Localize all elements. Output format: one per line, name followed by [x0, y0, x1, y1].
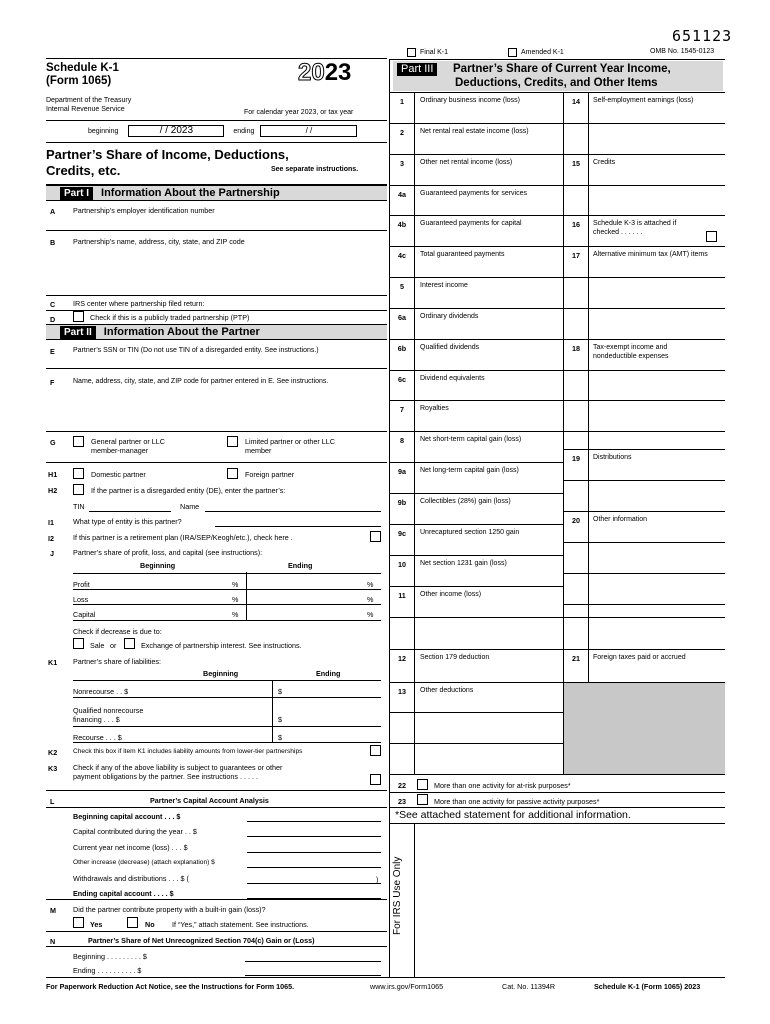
item-separator [390, 370, 564, 371]
line-j-letter: J [50, 549, 54, 558]
amended-k1-label: Amended K-1 [521, 49, 564, 56]
divider [46, 368, 387, 369]
limited-partner-text-2: member [245, 446, 272, 455]
qualified-label: Qualified nonrecourse [73, 706, 144, 715]
limited-partner-checkbox[interactable] [227, 436, 238, 447]
item-label [593, 343, 725, 361]
nonrecourse-label: Nonrecourse . . $ [73, 687, 129, 696]
de-name-label: Name [180, 502, 200, 511]
line-d-label: Check if this is a publicly traded partnership (PTP) [90, 313, 250, 322]
item-number: 4b [397, 220, 407, 229]
divider [390, 823, 725, 824]
loss-begin-pct[interactable]: % [232, 595, 239, 604]
item-separator [564, 449, 725, 450]
loss-end-pct[interactable]: % [367, 595, 374, 604]
calendar-year-text: For calendar year 2023, or tax year [244, 109, 354, 116]
capital-row-input[interactable] [247, 821, 381, 822]
item-separator [564, 649, 725, 650]
domestic-partner-label: Domestic partner [91, 470, 146, 479]
no-label: No [145, 920, 155, 929]
retirement-plan-checkbox[interactable] [370, 531, 381, 542]
item-number: 14 [572, 97, 580, 106]
capital-row-label: Capital contributed during the year . . $ [73, 827, 197, 836]
part3-title-2: Deductions, Credits, and Other Items [455, 77, 658, 89]
capital-row-input[interactable] [247, 867, 381, 868]
item-separator [390, 185, 564, 186]
item-separator [564, 154, 725, 155]
schedule-title [46, 62, 119, 88]
part2-title: Information About the Partner [103, 326, 260, 338]
qualified-label-2: financing . . . $ [73, 715, 120, 724]
yes-label: Yes [90, 920, 103, 929]
item-number: 9b [397, 498, 407, 507]
limited-partner-label [245, 437, 335, 455]
item-separator [390, 123, 564, 124]
decrease-label: Check if decrease is due to: [73, 627, 162, 636]
irs-url[interactable]: www.irs.gov/Form1065 [370, 982, 444, 991]
line-k2-label: Check this box if item K1 includes liability amounts from lower-tier partnerships [73, 748, 303, 755]
item-label: Other income (loss) [420, 591, 482, 598]
or-label: or [110, 641, 117, 650]
item-number: 17 [572, 251, 580, 260]
line-22-label: More than one activity for at-risk purposes* [434, 781, 571, 790]
divider [46, 200, 387, 201]
recourse-label: Recourse . . . $ [73, 733, 122, 742]
foreign-partner-checkbox[interactable] [227, 468, 238, 479]
item-number: 20 [572, 516, 580, 525]
divider [46, 946, 387, 947]
ending-date-input[interactable]: / / [260, 125, 357, 137]
line-l-letter: L [50, 797, 55, 806]
item-separator [390, 743, 564, 744]
nonrecourse-end-dollar[interactable]: $ [278, 687, 282, 696]
item-separator [390, 308, 564, 309]
recourse-end-dollar[interactable]: $ [278, 733, 282, 742]
divider [563, 92, 564, 774]
item-label-line: nondeductible expenses [593, 353, 669, 360]
item-number: 12 [398, 654, 406, 663]
item-number: 7 [400, 405, 404, 414]
de-tin-input[interactable] [89, 511, 171, 512]
capital-label: Capital [73, 610, 96, 619]
divider [46, 339, 387, 340]
divider [414, 823, 415, 977]
item-separator [564, 370, 725, 371]
capital-row-label: Other increase (decrease) (attach explanation) $ [73, 859, 215, 866]
divider [272, 680, 273, 742]
item-separator [390, 277, 564, 278]
exchange-checkbox[interactable] [124, 638, 135, 649]
item-separator [390, 682, 564, 683]
item-separator [564, 277, 725, 278]
line-h2-letter: H2 [48, 486, 58, 495]
divider [46, 230, 387, 231]
item-label: Other net rental income (loss) [420, 159, 513, 166]
form-title-line-1: Partner’s Share of Income, Deductions, [46, 147, 289, 162]
divider [46, 462, 387, 463]
capital-account-title: Partner’s Capital Account Analysis [150, 796, 269, 805]
divider [46, 431, 387, 432]
item-number: 5 [400, 282, 404, 291]
line-k2-letter: K2 [48, 748, 58, 757]
profit-begin-pct[interactable]: % [232, 580, 239, 589]
form-reference: (Form 1065) [46, 75, 112, 87]
capital-row-label: Withdrawals and distributions . . . $ ( [73, 874, 189, 883]
divider [588, 92, 589, 682]
item-label: Royalties [420, 405, 449, 412]
item-separator [564, 511, 725, 512]
capital-row-input[interactable] [247, 836, 381, 837]
builtin-yes-checkbox[interactable] [73, 917, 84, 928]
irs-use-only: For IRS Use Only [392, 856, 403, 935]
k3-text-1: Check if any of the above liability is subject to guarantees or other [73, 763, 283, 772]
item-separator [390, 431, 564, 432]
item-separator [390, 154, 564, 155]
form-title [46, 147, 336, 179]
line-h2-label: If the partner is a disregarded entity (DE), enter the partner’s: [91, 486, 286, 495]
profit-label: Profit [73, 580, 90, 589]
profit-end-pct[interactable]: % [367, 580, 374, 589]
k1-beginning-header: Beginning [203, 669, 239, 678]
sale-checkbox[interactable] [73, 638, 84, 649]
part3-title-1: Partner’s Share of Current Year Income, [453, 63, 671, 75]
amended-k1-checkbox[interactable] [508, 48, 517, 57]
ending-label: ending [233, 127, 255, 135]
line-j-label: Partner’s share of profit, loss, and capital (see instructions): [73, 548, 263, 557]
divider [390, 59, 725, 60]
part1-header [46, 186, 387, 200]
item-separator [564, 123, 725, 124]
year-prefix: 20 [298, 59, 325, 86]
line-k3-label [73, 763, 282, 781]
paperwork-notice: For Paperwork Reduction Act Notice, see the Instructions for Form 1065. [46, 982, 295, 991]
see-instructions: See separate instructions. [271, 166, 359, 173]
disregarded-entity-checkbox[interactable] [73, 484, 84, 495]
item-separator [390, 215, 564, 216]
dept-line-2: Internal Revenue Service [46, 106, 125, 113]
item-label: Ordinary dividends [420, 313, 479, 320]
item-number: 3 [400, 159, 404, 168]
general-partner-label [91, 437, 165, 455]
item-separator [390, 462, 564, 463]
item-number: 6b [397, 344, 407, 353]
divider [389, 59, 390, 977]
item-separator [564, 185, 725, 186]
item-number: 8 [400, 436, 404, 445]
704c-beginning-input[interactable] [245, 961, 381, 962]
item-number: 19 [572, 454, 580, 463]
item-number: 16 [572, 220, 580, 229]
foreign-partner-label: Foreign partner [245, 470, 295, 479]
see-attached-statement: *See attached statement for additional information. [395, 809, 631, 821]
item-separator [564, 339, 725, 340]
schedule-name: Schedule K-1 [46, 62, 119, 74]
divider [46, 295, 387, 296]
line-23-num: 23 [398, 797, 406, 806]
item-separator [390, 712, 564, 713]
k1-ending-header: Ending [316, 669, 341, 678]
capital-row-input[interactable] [247, 852, 381, 853]
part3-header [393, 61, 723, 91]
item-number: 4c [398, 251, 406, 260]
lower-tier-checkbox[interactable] [370, 745, 381, 756]
de-tin-label: TIN [73, 502, 85, 511]
item-label: Net short-term capital gain (loss) [420, 436, 522, 443]
beginning-label: beginning [88, 127, 119, 135]
item-label: Qualified dividends [420, 344, 480, 351]
item-label: Credits [593, 159, 616, 166]
de-name-input[interactable] [205, 511, 381, 512]
line-k1-letter: K1 [48, 658, 58, 667]
line-i1-label: What type of entity is this partner? [73, 517, 182, 526]
line-b-label: Partnership’s name, address, city, state, and ZIP code [73, 237, 245, 246]
line-f-letter: F [50, 378, 55, 387]
form-title-line-2: Credits, etc. [46, 163, 121, 178]
part2-header [46, 325, 387, 339]
exchange-label: Exchange of partnership interest. See instructions. [141, 641, 302, 650]
entity-type-input[interactable] [215, 526, 381, 527]
qualified-end-dollar[interactable]: $ [278, 715, 282, 724]
704c-ending-input[interactable] [245, 975, 381, 976]
item-label: Foreign taxes paid or accrued [593, 654, 686, 661]
item-separator [390, 586, 564, 587]
divider [73, 697, 381, 698]
item-separator [564, 617, 725, 618]
shaded-area [564, 682, 725, 774]
item-number: 9c [398, 529, 406, 538]
item-separator [564, 246, 725, 247]
tax-year-beginning [88, 125, 357, 137]
j-ending-header: Ending [288, 561, 313, 570]
k3-text-2: payment obligations by the partner. See instructions . . . . . [73, 772, 258, 781]
line-k1-label: Partner’s share of liabilities: [73, 657, 162, 666]
divider [46, 120, 387, 121]
sale-label: Sale [90, 641, 105, 650]
item-number: 2 [400, 128, 404, 137]
item-label-line: Schedule K-3 is attached if [593, 220, 677, 227]
part2-tag: Part II [60, 326, 96, 339]
divider [46, 790, 387, 791]
part3-tag: Part III [397, 63, 437, 76]
item-label: Section 179 deduction [420, 654, 490, 661]
capital-end-pct[interactable]: % [367, 610, 374, 619]
item-number: 10 [398, 560, 406, 569]
item-label: Self-employment earnings (loss) [593, 97, 694, 104]
general-partner-text: General partner or LLC [91, 437, 165, 446]
item-number: 9a [398, 467, 406, 476]
withdrawals-paren: ) [376, 875, 379, 884]
item-label: Total guaranteed payments [420, 251, 505, 258]
item-label: Collectibles (28%) gain (loss) [420, 498, 511, 505]
item-separator [564, 431, 725, 432]
divider [73, 680, 381, 681]
divider [46, 142, 387, 143]
divider [390, 792, 725, 793]
line-m-letter: M [50, 906, 56, 915]
item-separator [564, 542, 725, 543]
item-separator [564, 400, 725, 401]
form-footer-id: Schedule K-1 (Form 1065) 2023 [594, 982, 701, 991]
item-number: 4a [398, 190, 406, 199]
item-number: 18 [572, 344, 580, 353]
line-23-label: More than one activity for passive activity purposes* [434, 797, 600, 806]
general-partner-checkbox[interactable] [73, 436, 84, 447]
schedule-k3-checkbox[interactable] [706, 231, 717, 242]
divider [73, 604, 381, 605]
domestic-partner-checkbox[interactable] [73, 468, 84, 479]
final-k1-checkbox[interactable] [407, 48, 416, 57]
divider [73, 573, 381, 574]
line-i2-letter: I2 [48, 534, 54, 543]
line-e-letter: E [50, 347, 55, 356]
divider [390, 807, 725, 808]
item-separator [390, 493, 564, 494]
item-separator [390, 92, 564, 93]
item-number: 15 [572, 159, 580, 168]
divider [246, 572, 247, 620]
passive-activity-checkbox[interactable] [417, 794, 428, 805]
j-beginning-header: Beginning [140, 561, 176, 570]
year-suffix: 23 [324, 59, 352, 86]
item-label: Net rental real estate income (loss) [420, 128, 529, 135]
omb-number: OMB No. 1545-0123 [650, 48, 715, 55]
divider [46, 807, 387, 808]
divider [414, 92, 415, 774]
704c-ending-label: Ending . . . . . . . . . . $ [73, 966, 142, 975]
divider [73, 620, 381, 621]
item-number: 6c [398, 375, 406, 384]
item-number: 11 [398, 591, 406, 600]
dept-line-1: Department of the Treasury [46, 97, 132, 104]
item-number: 1 [400, 97, 404, 106]
item-separator [564, 682, 725, 683]
line-f-label: Name, address, city, state, and ZIP code for partner entered in E. See instructions. [73, 378, 329, 385]
ptp-checkbox[interactable] [73, 311, 84, 322]
line-c-letter: C [50, 300, 56, 309]
divider [46, 931, 387, 932]
item-label-line: Tax-exempt income and [593, 344, 668, 351]
line-c-label: IRS center where partnership filed return: [73, 299, 205, 308]
divider [46, 310, 387, 311]
item-label: Unrecaptured section 1250 gain [420, 529, 520, 536]
line-g-letter: G [50, 438, 56, 447]
builtin-no-checkbox[interactable] [127, 917, 138, 928]
item-separator [564, 480, 725, 481]
item-label: Interest income [420, 282, 468, 289]
line-22-num: 22 [398, 781, 406, 790]
item-label-line: checked . . . . . . [593, 229, 643, 236]
beginning-date-input[interactable]: / / 2023 [128, 125, 224, 137]
line-i1-letter: I1 [48, 518, 54, 527]
divider [46, 899, 387, 900]
item-separator [390, 246, 564, 247]
capital-row-label: Beginning capital account . . . $ [73, 812, 181, 821]
line-i2-label: If this partner is a retirement plan (IRA/SEP/Keogh/etc.), check here . [73, 533, 293, 542]
item-separator [564, 573, 725, 574]
704c-beginning-label: Beginning . . . . . . . . . $ [73, 952, 147, 961]
line-d-letter: D [50, 315, 56, 324]
catalog-number: Cat. No. 11394R [502, 982, 556, 991]
limited-partner-text: Limited partner or other LLC [245, 437, 335, 446]
final-k1-label: Final K-1 [420, 49, 449, 56]
attach-statement-label: If “Yes,” attach statement. See instructions. [172, 920, 309, 929]
item-label: Net long-term capital gain (loss) [420, 467, 519, 474]
amended-k1-option[interactable] [508, 48, 564, 57]
department [46, 96, 131, 114]
item-separator [390, 617, 564, 618]
divider [390, 774, 725, 775]
loss-label: Loss [73, 595, 89, 604]
item-label: Guaranteed payments for services [420, 190, 527, 197]
item-label: Net section 1231 gain (loss) [420, 560, 507, 567]
item-label: Other deductions [420, 687, 474, 694]
guarantees-checkbox[interactable] [370, 774, 381, 785]
section-704c-title: Partner’s Share of Net Unrecognized Section 704(c) Gain or (Loss) [88, 936, 315, 945]
line-h1-letter: H1 [48, 470, 58, 479]
item-separator [564, 604, 725, 605]
item-separator [390, 524, 564, 525]
item-label: Guaranteed payments for capital [420, 220, 522, 227]
divider [73, 742, 381, 743]
item-label: Alternative minimum tax (AMT) items [593, 251, 708, 258]
capital-row-label: Current year net income (loss) . . . $ [73, 843, 188, 852]
item-number: 13 [398, 687, 406, 696]
divider [73, 589, 381, 590]
item-label: Ordinary business income (loss) [420, 97, 520, 104]
line-b-letter: B [50, 238, 56, 247]
line-k3-letter: K3 [48, 764, 58, 773]
item-label: Other information [593, 516, 648, 523]
ocr-code: 651123 [672, 27, 733, 45]
item-separator [390, 555, 564, 556]
tax-year [298, 59, 351, 87]
item-separator [564, 92, 725, 93]
item-label: Dividend equivalents [420, 375, 485, 382]
item-separator [390, 649, 564, 650]
capital-row-label: Ending capital account . . . . $ [73, 889, 174, 898]
item-number: 21 [572, 654, 580, 663]
part1-title: Information About the Partnership [101, 187, 280, 199]
general-partner-text-2: member-manager [91, 446, 149, 455]
item-separator [390, 339, 564, 340]
item-label: Distributions [593, 454, 632, 461]
line-m-label: Did the partner contribute property with a built-in gain (loss)? [73, 905, 266, 914]
line-a-label: Partnership’s employer identification number [73, 206, 215, 215]
item-separator [564, 215, 725, 216]
capital-row-input[interactable] [247, 883, 381, 884]
divider [73, 726, 381, 727]
at-risk-checkbox[interactable] [417, 779, 428, 790]
part1-tag: Part I [60, 187, 93, 200]
line-e-label: Partner’s SSN or TIN (Do not use TIN of a disregarded entity. See instructions.) [73, 347, 319, 354]
line-n-letter: N [50, 937, 56, 946]
capital-begin-pct[interactable]: % [232, 610, 239, 619]
line-a-letter: A [50, 207, 56, 216]
item-separator [390, 400, 564, 401]
divider [46, 977, 725, 978]
item-separator [564, 308, 725, 309]
final-k1-option[interactable] [407, 48, 448, 57]
item-number: 6a [398, 313, 406, 322]
